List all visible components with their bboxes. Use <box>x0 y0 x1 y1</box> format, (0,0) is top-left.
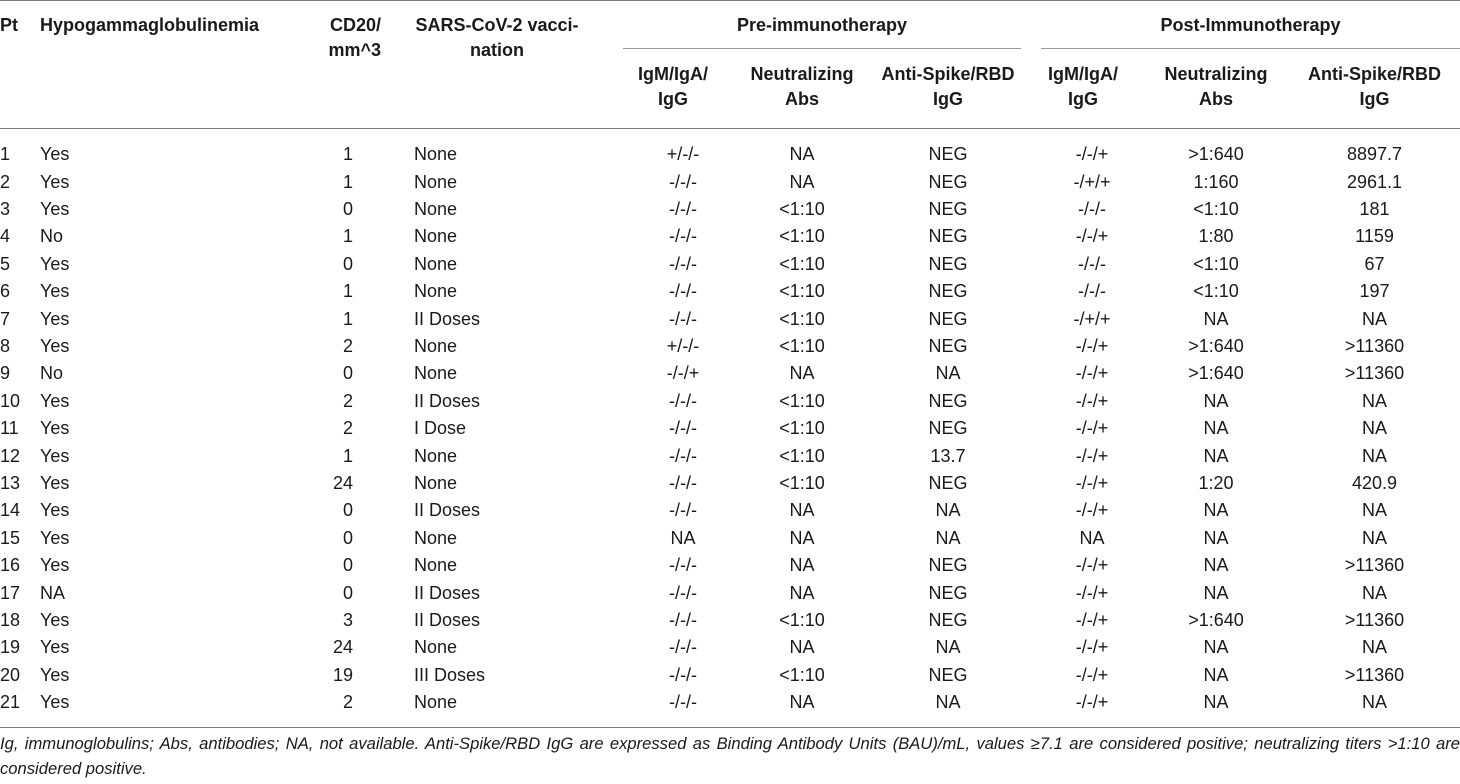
cell-post-anti-spike: NA <box>1362 418 1388 439</box>
cell-pre-neutralizing: NA <box>789 582 815 603</box>
header-vaccination <box>403 1 615 129</box>
cell-cd20: 0 <box>342 363 353 384</box>
cell-pre-anti-spike: NEG <box>928 582 968 603</box>
cell-pre-anti-spike: NEG <box>928 281 968 302</box>
cell-hypogammaglobulinemia: Yes <box>40 472 70 493</box>
cell-post-neutralizing: NA <box>1203 308 1229 329</box>
cell-vaccination: None <box>414 527 458 548</box>
cell-hypogammaglobulinemia: Yes <box>40 555 70 576</box>
cell-hypogammaglobulinemia: Yes <box>40 418 70 439</box>
cell-pre-anti-spike: NEG <box>928 171 968 192</box>
cell-vaccination: II Doses <box>414 500 481 521</box>
cell-hypogammaglobulinemia: Yes <box>40 390 70 411</box>
cell-hypogammaglobulinemia: Yes <box>40 198 70 219</box>
header-vaccination-line2: nation <box>470 40 524 60</box>
table-row <box>0 525 1460 552</box>
cell-post-neutralizing: NA <box>1203 664 1229 685</box>
cell-post-ig: -/-/+ <box>1075 500 1109 521</box>
cell-vaccination: None <box>414 445 458 466</box>
header-cd20-line2: mm^3 <box>328 40 381 60</box>
cell-pre-ig: -/-/- <box>669 253 697 274</box>
table-row <box>0 223 1460 250</box>
cell-pre-ig: +/-/- <box>666 335 700 356</box>
cell-pre-neutralizing: <1:10 <box>779 226 825 247</box>
table-row <box>0 129 1460 169</box>
cell-post-anti-spike: NA <box>1362 390 1388 411</box>
cell-pre-neutralizing: <1:10 <box>779 253 825 274</box>
cell-pt: 19 <box>0 637 21 658</box>
cell-vaccination: None <box>414 637 458 658</box>
table-row <box>0 552 1460 579</box>
cell-pt: 16 <box>0 555 21 576</box>
cell-pre-neutralizing: <1:10 <box>779 445 825 466</box>
table-row <box>0 360 1460 387</box>
cell-pre-ig: -/-/- <box>669 445 697 466</box>
cell-post-ig: -/-/+ <box>1075 363 1109 384</box>
header-pre-neutralizing-line2: Abs <box>784 88 819 109</box>
cell-pre-ig: -/-/- <box>669 637 697 658</box>
cell-post-anti-spike: >11360 <box>1344 335 1405 356</box>
cell-pre-ig: -/-/- <box>669 472 697 493</box>
cell-pt: 1 <box>0 144 11 165</box>
cell-vaccination: None <box>414 253 458 274</box>
cell-hypogammaglobulinemia: Yes <box>40 308 70 329</box>
cell-pt: 17 <box>0 582 21 603</box>
cell-pt: 7 <box>0 308 11 329</box>
cell-pre-neutralizing: <1:10 <box>779 390 825 411</box>
cell-post-ig: -/-/+ <box>1075 472 1109 493</box>
cell-post-neutralizing: NA <box>1203 692 1229 713</box>
cell-post-ig: -/-/+ <box>1075 144 1109 165</box>
cell-cd20: 1 <box>342 144 353 165</box>
cell-vaccination: II Doses <box>414 390 481 411</box>
header-post-anti-spike <box>1289 51 1460 129</box>
cell-pre-anti-spike: NA <box>935 500 961 521</box>
cell-pre-neutralizing: <1:10 <box>779 335 825 356</box>
table-row <box>0 278 1460 305</box>
cell-pre-ig: -/-/- <box>669 171 697 192</box>
header-pre-ig-line1: IgM/IgA/ <box>638 63 708 84</box>
cell-vaccination: II Doses <box>414 610 481 630</box>
cell-post-neutralizing: 1:80 <box>1198 226 1234 247</box>
cell-pt: 5 <box>0 253 11 274</box>
cell-cd20: 19 <box>332 664 353 685</box>
cell-cd20: 0 <box>342 253 353 274</box>
header-pre-anti-spike-line1: Anti-Spike/RBD <box>881 63 1015 84</box>
cell-pre-neutralizing: NA <box>789 171 815 192</box>
cell-cd20: 2 <box>342 418 353 439</box>
cell-post-ig: -/-/+ <box>1075 610 1109 630</box>
cell-pre-anti-spike: NA <box>935 527 961 548</box>
cell-pre-neutralizing: NA <box>789 527 815 548</box>
cell-vaccination: None <box>414 171 458 192</box>
cell-hypogammaglobulinemia: No <box>40 226 64 247</box>
cell-vaccination: None <box>414 144 458 165</box>
cell-pre-neutralizing: <1:10 <box>779 472 825 493</box>
cell-pre-anti-spike: 13.7 <box>930 445 966 466</box>
table-row <box>0 333 1460 360</box>
cell-post-ig: -/+/+ <box>1073 308 1111 329</box>
cell-vaccination: II Doses <box>414 308 481 329</box>
cell-vaccination: None <box>414 472 458 493</box>
cell-cd20: 1 <box>342 445 353 466</box>
table-row <box>0 497 1460 524</box>
cell-pt: 15 <box>0 527 21 548</box>
cell-post-neutralizing: NA <box>1203 418 1229 439</box>
cell-post-ig: -/-/+ <box>1075 418 1109 439</box>
cell-post-ig: -/-/+ <box>1075 582 1109 603</box>
cell-post-anti-spike: >11360 <box>1344 664 1405 685</box>
cell-post-neutralizing: <1:10 <box>1193 253 1239 274</box>
cell-pre-anti-spike: NA <box>935 637 961 658</box>
header-cd20-line1: CD20/ <box>329 15 381 35</box>
cell-vaccination: None <box>414 226 458 247</box>
header-pt: Pt <box>0 15 18 35</box>
cell-pre-neutralizing: <1:10 <box>779 418 825 439</box>
cell-pre-neutralizing: <1:10 <box>779 610 825 630</box>
cell-post-anti-spike: 1159 <box>1355 226 1394 247</box>
cell-post-neutralizing: >1:640 <box>1188 144 1244 165</box>
cell-post-ig: -/-/+ <box>1075 555 1109 576</box>
table-row <box>0 580 1460 607</box>
cell-post-ig: -/-/+ <box>1075 445 1109 466</box>
cell-cd20: 0 <box>342 500 353 521</box>
cell-pt: 18 <box>0 610 21 630</box>
header-post-anti-spike-line2: IgG <box>1359 88 1390 109</box>
cell-pre-anti-spike: NEG <box>928 253 968 274</box>
cell-pre-ig: -/-/- <box>669 418 697 439</box>
cell-vaccination: III Doses <box>414 664 486 685</box>
cell-pre-anti-spike: NEG <box>928 226 968 247</box>
cell-hypogammaglobulinemia: Yes <box>40 610 70 630</box>
cell-post-anti-spike: 67 <box>1364 253 1385 274</box>
cell-pt: 21 <box>0 692 21 713</box>
table-row <box>0 662 1460 689</box>
table-row <box>0 634 1460 661</box>
cell-vaccination: None <box>414 198 458 219</box>
header-vaccination-line1: SARS-CoV-2 vacci- <box>415 15 579 35</box>
table-bottom-rule <box>0 727 1460 728</box>
cell-pre-anti-spike: NA <box>935 363 961 384</box>
cell-cd20: 0 <box>342 555 353 576</box>
cell-pre-ig: -/-/- <box>669 390 697 411</box>
header-hypogammaglobulinemia: Hypogammaglobulinemia <box>40 15 260 35</box>
cell-pre-neutralizing: <1:10 <box>779 308 825 329</box>
cell-post-anti-spike: NA <box>1362 527 1388 548</box>
cell-hypogammaglobulinemia: Yes <box>40 144 70 165</box>
cell-post-neutralizing: <1:10 <box>1193 281 1239 302</box>
cell-pre-anti-spike: NEG <box>928 610 968 630</box>
cell-pt: 12 <box>0 445 21 466</box>
cell-vaccination: None <box>414 335 458 356</box>
cell-cd20: 2 <box>342 390 353 411</box>
cell-pt: 14 <box>0 500 21 521</box>
header-post-neutralizing-line1: Neutralizing <box>1164 63 1268 84</box>
table-row <box>0 607 1460 634</box>
cell-pre-ig: -/-/- <box>669 664 697 685</box>
cell-pre-ig: -/-/- <box>669 198 697 219</box>
cell-post-anti-spike: 197 <box>1359 281 1390 302</box>
cell-cd20: 0 <box>342 198 353 219</box>
cell-cd20: 24 <box>332 472 353 493</box>
cell-pre-neutralizing: <1:10 <box>779 281 825 302</box>
cell-cd20: 0 <box>342 582 353 603</box>
table-body <box>0 129 1460 717</box>
cell-pre-anti-spike: NEG <box>928 308 968 329</box>
header-cd20 <box>290 1 403 129</box>
table-row <box>0 415 1460 442</box>
cell-hypogammaglobulinemia: Yes <box>40 281 70 302</box>
cell-pre-anti-spike: NEG <box>928 335 968 356</box>
cell-pre-anti-spike: NA <box>935 692 961 713</box>
cell-cd20: 1 <box>342 226 353 247</box>
cell-post-neutralizing: >1:640 <box>1188 610 1244 630</box>
cell-post-neutralizing: NA <box>1203 500 1229 521</box>
table-row <box>0 169 1460 196</box>
cell-post-neutralizing: NA <box>1203 582 1229 603</box>
cell-pt: 10 <box>0 390 21 411</box>
cell-vaccination: I Dose <box>414 418 467 439</box>
cell-post-anti-spike: 181 <box>1359 198 1390 219</box>
table-footnote: Ig, immunoglobulins; Abs, antibodies; NA, not available. Anti-Spike/RBD IgG are expressed as Binding Antibody Units (BAU)/mL, values ≥7.1 are considered positive; neutralizing titers >1:10 are considered positive. <box>0 734 1460 778</box>
cell-post-ig: -/-/+ <box>1075 664 1109 685</box>
cell-pre-anti-spike: NEG <box>928 418 968 439</box>
cell-pre-ig: NA <box>670 527 696 548</box>
cell-post-anti-spike: NA <box>1362 308 1388 329</box>
cell-post-ig: NA <box>1079 527 1105 548</box>
header-post-ig-line1: IgM/IgA/ <box>1048 63 1118 84</box>
cell-vaccination: None <box>414 555 458 576</box>
cell-cd20: 1 <box>342 308 353 329</box>
cell-post-anti-spike: 2961.1 <box>1346 171 1403 192</box>
cell-hypogammaglobulinemia: Yes <box>40 527 70 548</box>
table-row <box>0 443 1460 470</box>
cell-post-ig: -/-/+ <box>1075 692 1109 713</box>
cell-vaccination: None <box>414 281 458 302</box>
cell-pre-neutralizing: NA <box>789 637 815 658</box>
cell-pre-ig: -/-/- <box>669 582 697 603</box>
cell-post-ig: -/+/+ <box>1073 171 1111 192</box>
header-post-immunotherapy-label: Post-Immunotherapy <box>1041 13 1460 49</box>
header-pre-neutralizing <box>731 51 873 129</box>
header-pre-immunotherapy <box>615 1 1023 51</box>
cell-cd20: 2 <box>342 692 353 713</box>
cell-cd20: 1 <box>342 281 353 302</box>
cell-pt: 8 <box>0 335 11 356</box>
cell-post-ig: -/-/- <box>1078 253 1106 274</box>
cell-pt: 20 <box>0 664 21 685</box>
cell-hypogammaglobulinemia: NA <box>40 582 66 603</box>
cell-post-anti-spike: NA <box>1362 692 1388 713</box>
cell-hypogammaglobulinemia: No <box>40 363 64 384</box>
cell-post-ig: -/-/+ <box>1075 335 1109 356</box>
header-pre-anti-spike <box>873 51 1023 129</box>
cell-post-anti-spike: >11360 <box>1344 363 1405 384</box>
cell-pt: 9 <box>0 363 11 384</box>
cell-hypogammaglobulinemia: Yes <box>40 500 70 521</box>
cell-pre-anti-spike: NEG <box>928 198 968 219</box>
cell-pre-ig: -/-/- <box>669 610 697 630</box>
cell-post-ig: -/-/+ <box>1075 390 1109 411</box>
cell-post-neutralizing: NA <box>1203 555 1229 576</box>
header-pre-anti-spike-line2: IgG <box>933 88 963 109</box>
cell-post-neutralizing: <1:10 <box>1193 198 1239 219</box>
cell-post-neutralizing: 1:20 <box>1198 472 1234 493</box>
cell-pre-neutralizing: <1:10 <box>779 664 825 685</box>
cell-pre-ig: -/-/- <box>669 555 697 576</box>
table-row <box>0 689 1460 716</box>
cell-pre-anti-spike: NEG <box>928 472 968 493</box>
table-row <box>0 470 1460 497</box>
cell-pre-neutralizing: NA <box>789 555 815 576</box>
cell-cd20: 3 <box>342 610 353 630</box>
cell-pt: 11 <box>0 418 19 439</box>
cell-post-neutralizing: NA <box>1203 445 1229 466</box>
cell-cd20: 0 <box>342 527 353 548</box>
header-post-neutralizing <box>1143 51 1289 129</box>
cell-post-neutralizing: >1:640 <box>1188 363 1244 384</box>
table-row <box>0 306 1460 333</box>
cell-post-anti-spike: >11360 <box>1344 555 1405 576</box>
table-row <box>0 196 1460 223</box>
cell-pre-ig: -/-/- <box>669 692 697 713</box>
cell-vaccination: None <box>414 363 458 384</box>
cell-pre-ig: -/-/- <box>669 308 697 329</box>
cell-pre-anti-spike: NEG <box>928 664 968 685</box>
cell-post-ig: -/-/+ <box>1075 637 1109 658</box>
cell-post-anti-spike: >11360 <box>1344 610 1405 630</box>
cell-post-anti-spike: 8897.7 <box>1346 144 1403 165</box>
cell-pt: 2 <box>0 171 11 192</box>
cell-hypogammaglobulinemia: Yes <box>40 171 70 192</box>
cell-pre-anti-spike: NEG <box>928 144 968 165</box>
cell-pt: 6 <box>0 281 11 302</box>
cell-post-ig: -/-/- <box>1078 281 1106 302</box>
cell-pre-ig: -/-/- <box>669 281 697 302</box>
cell-hypogammaglobulinemia: Yes <box>40 664 70 685</box>
cell-pre-ig: -/-/+ <box>666 363 700 384</box>
cell-pre-anti-spike: NEG <box>928 390 968 411</box>
header-post-immunotherapy <box>1023 1 1460 51</box>
cell-post-anti-spike: NA <box>1362 637 1388 658</box>
header-pre-ig <box>615 51 731 129</box>
cell-pt: 3 <box>0 198 11 219</box>
cell-post-anti-spike: NA <box>1362 582 1388 603</box>
header-pre-ig-line2: IgG <box>658 88 688 109</box>
cell-hypogammaglobulinemia: Yes <box>40 692 70 713</box>
cell-pre-ig: +/-/- <box>666 144 700 165</box>
cell-post-neutralizing: 1:160 <box>1193 171 1239 192</box>
table-row <box>0 388 1460 415</box>
cell-hypogammaglobulinemia: Yes <box>40 445 70 466</box>
cell-pre-neutralizing: <1:10 <box>779 198 825 219</box>
cell-pre-neutralizing: NA <box>789 144 815 165</box>
cell-pre-ig: -/-/- <box>669 226 697 247</box>
cell-pre-neutralizing: NA <box>789 363 815 384</box>
cell-post-anti-spike: NA <box>1362 445 1388 466</box>
header-post-ig <box>1023 51 1143 129</box>
cell-hypogammaglobulinemia: Yes <box>40 637 70 658</box>
cell-post-anti-spike: 420.9 <box>1351 472 1398 493</box>
cell-cd20: 1 <box>342 171 353 192</box>
table-row <box>0 251 1460 278</box>
cell-cd20: 2 <box>342 335 353 356</box>
header-pre-immunotherapy-label: Pre-immunotherapy <box>623 13 1021 49</box>
cell-pre-ig: -/-/- <box>669 500 697 521</box>
header-post-ig-line2: IgG <box>1068 88 1098 109</box>
cell-post-neutralizing: NA <box>1203 637 1229 658</box>
cell-post-neutralizing: >1:640 <box>1188 335 1244 356</box>
cell-post-ig: -/-/- <box>1078 198 1106 219</box>
cell-hypogammaglobulinemia: Yes <box>40 253 70 274</box>
header-post-neutralizing-line2: Abs <box>1198 88 1233 109</box>
cell-hypogammaglobulinemia: Yes <box>40 335 70 356</box>
cell-post-anti-spike: NA <box>1362 500 1388 521</box>
cell-pt: 4 <box>0 226 11 247</box>
cell-vaccination: II Doses <box>414 582 481 603</box>
cell-post-neutralizing: NA <box>1203 527 1229 548</box>
cell-pre-neutralizing: NA <box>789 500 815 521</box>
cell-post-ig: -/-/+ <box>1075 226 1109 247</box>
cell-pre-neutralizing: NA <box>789 692 815 713</box>
cell-vaccination: None <box>414 692 458 713</box>
cell-cd20: 24 <box>332 637 353 658</box>
cell-post-neutralizing: NA <box>1203 390 1229 411</box>
header-post-anti-spike-line1: Anti-Spike/RBD <box>1308 63 1442 84</box>
cell-pt: 13 <box>0 472 21 493</box>
header-pre-neutralizing-line1: Neutralizing <box>750 63 854 84</box>
cell-pre-anti-spike: NEG <box>928 555 968 576</box>
